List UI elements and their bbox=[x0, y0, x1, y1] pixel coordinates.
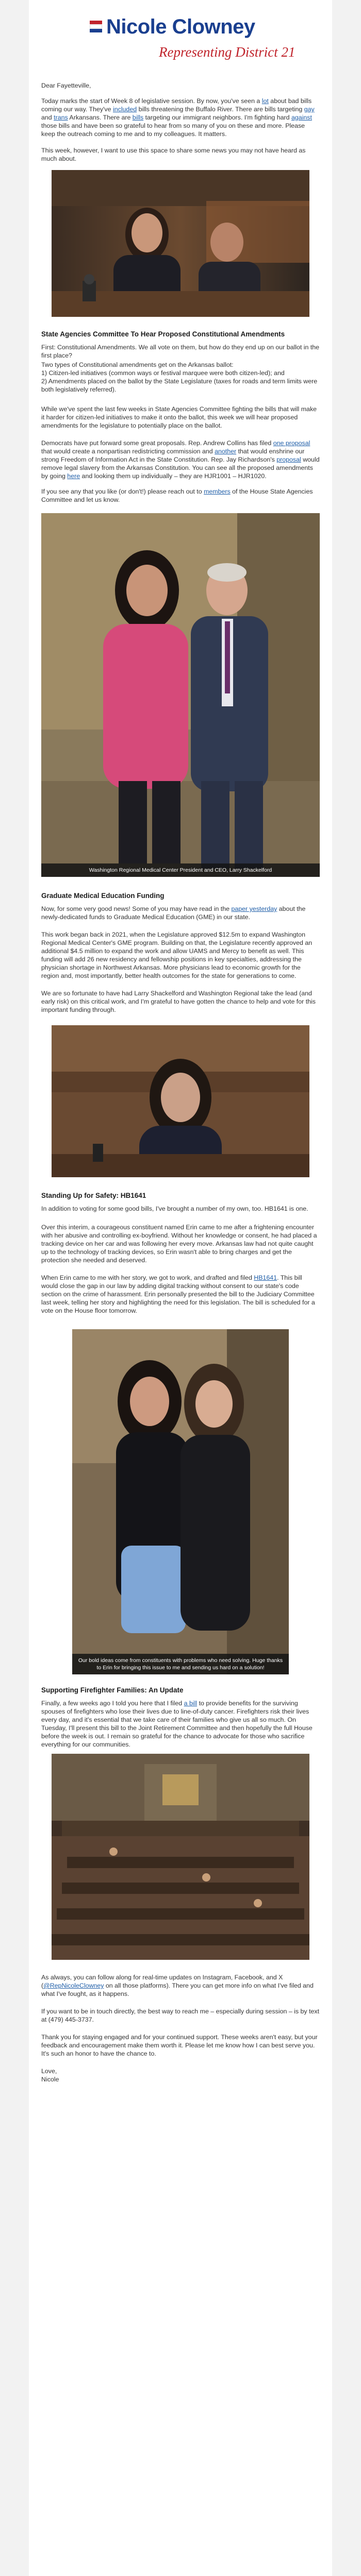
closing-paragraph-3: Thank you for staying engaged and for your continued support. These weeks aren't easy, but your feedback and encouragement make them worth it. Please let me know how I can best serve you. It's such an honor to have the chance to. bbox=[41, 2033, 318, 2057]
photo-nicole-erin bbox=[72, 1329, 289, 1674]
link-trans[interactable]: trans bbox=[54, 114, 68, 121]
amendments-list-line: 2) Amendments placed on the ballot by the State Legislature (taxes for roads and term limits were both legislatively referred). bbox=[41, 378, 318, 393]
link-members[interactable]: members bbox=[204, 488, 231, 495]
hb1641-paragraph-2: Over this interim, a courageous constituent named Erin came to me after a frightening encounter with her abusive and controlling ex-boyfriend. Without her knowledge or consent, he had placed a tracking device on her car and was following her every move. Arkansas law had not quite caught up to the technology of tracking devices, so Erin wasn't able to bring charges and get the protection she needed and deserved. bbox=[41, 1224, 317, 1264]
amendments-paragraph-4: Democrats have put forward some great proposals. Rep. Andrew Collins has filed one proposal that would create a nonpartisan redistricting commission and another that would enshrine our strong Freedom of Information Act in the State Constitution. Rep. Jay Richardson's proposal would remove legal slavery from the Arkansas Constitution. You can see all the proposed amendments by going here and looking them up individually – they are HJR1001 – HJR1020. bbox=[41, 439, 320, 480]
link-here[interactable]: here bbox=[67, 472, 80, 480]
link-another[interactable]: another bbox=[215, 448, 237, 455]
photo-erin-committee bbox=[52, 1025, 309, 1177]
amendments-paragraph-1: First: Constitutional Amendments. We all vote on them, but how do they end up on our ballot in the first place? bbox=[41, 344, 320, 359]
link-rep-handle[interactable]: @RepNicoleClowney bbox=[43, 1982, 104, 1989]
gme-paragraph-1: Now, for some very good news! Some of you may have read in the paper yesterday about the newly-dedicated funds to Graduate Medical Education (GME) in our state. bbox=[41, 905, 306, 921]
intro-paragraph-1: Today marks the start of Week 8 of legislative session. By now, you've seen a lot about bad bills coming our way. They've included bills threatening the Buffalo River. There are bills targeting gay and trans Arkansans. There are bills targeting our immigrant neighbors. I'm fighting hard against those bills and have been so grateful to hear from so many of you on these and more. Please keep the outreach coming to me and to my colleagues. It matters. bbox=[41, 97, 315, 138]
section-heading-firefighter: Supporting Firefighter Families: An Update bbox=[41, 1686, 184, 1694]
closing-paragraph-2: If you want to be in touch directly, the best way to reach me – especially during session – is by text at (479) 445-3737. bbox=[41, 2008, 320, 2023]
photo-caption: Washington Regional Medical Center President and CEO, Larry Shackelford bbox=[41, 863, 320, 877]
amendments-list-line: Two types of Constitutional amendments get on the Arkansas ballot: bbox=[41, 361, 234, 368]
logo-name: Nicole Clowney bbox=[106, 15, 255, 38]
gme-paragraph-3: We are so fortunate to have had Larry Shackelford and Washington Regional take the lead (and early risk) on this critical work, and I'm grateful to have gotten the chance to help and vote for this important funding through. bbox=[41, 990, 316, 1013]
closing-paragraph-1: As always, you can follow along for real-time updates on Instagram, Facebook, and X (@RepNicoleClowney on all those platforms). There you can get more info on what I've filed and what I've fought, as it happens. bbox=[41, 1974, 314, 1997]
link-a-bill[interactable]: a bill bbox=[184, 1700, 198, 1707]
section-heading-amendments: State Agencies Committee To Hear Proposed Constitutional Amendments bbox=[41, 330, 285, 338]
link-one-proposal[interactable]: one proposal bbox=[273, 439, 310, 447]
link-lot[interactable]: lot bbox=[261, 97, 269, 105]
signoff: Love, bbox=[41, 2067, 57, 2075]
link-bills[interactable]: bills bbox=[132, 114, 144, 121]
amendments-list bbox=[41, 361, 320, 394]
hb1641-paragraph-1: In addition to voting for some good bills, I've brought a number of my own, too. HB1641 is one. bbox=[41, 1205, 308, 1212]
email-header bbox=[29, 0, 332, 77]
section-heading-gme: Graduate Medical Education Funding bbox=[41, 892, 165, 900]
link-included[interactable]: included bbox=[112, 106, 137, 113]
intro-paragraph-2: This week, however, I want to use this space to share some news you may not have heard as much about. bbox=[41, 147, 306, 162]
hb1641-paragraph-3: When Erin came to me with her story, we got to work, and drafted and filed HB1641. This bill would close the gap in our law by adding digital tracking without consent to our state's code section on the crime of harassment. Erin personally presented the bill to the Judiciary Committee last week, telling her story and highlighting the need for this legislation. The bill is scheduled for a vote on the House floor tomorrow. bbox=[41, 1274, 315, 1314]
link-against[interactable]: against bbox=[291, 114, 312, 121]
amendments-paragraph-5: If you see any that you like (or don't!) please reach out to members of the House State Agencies Committee and let us know. bbox=[41, 488, 313, 503]
photo-committee bbox=[52, 170, 309, 317]
section-heading-hb1641: Standing Up for Safety: HB1641 bbox=[41, 1192, 146, 1199]
amendments-list-line: 1) Citizen-led initiatives (common ways or festival marquee were both citizen-led); and bbox=[41, 369, 285, 377]
link-hb1641[interactable]: HB1641 bbox=[254, 1274, 277, 1281]
greeting: Dear Fayetteville, bbox=[41, 82, 91, 89]
firefighter-paragraph-1: Finally, a few weeks ago I told you here that I filed a bill to provide benefits for the surviving spouses of firefighters who lose their lives due to line-of-duty cancer. Firefighters risk their lives every day, and it's essential that we take care of their families who give us all so much. On Tuesday, I'll present this bill to the Joint Retirement Committee and then hopefully the full House before the week is out. I remain so grateful for the chance to advocate for those who sacrifice everything for our communities. bbox=[41, 1700, 313, 1748]
link-gay[interactable]: gay bbox=[304, 106, 315, 113]
photo-shackelford bbox=[41, 513, 320, 877]
signature: Nicole bbox=[41, 2076, 59, 2083]
logo-subtitle: Representing District 21 bbox=[159, 44, 296, 60]
amendments-paragraph-3: While we've spent the last few weeks in State Agencies Committee fighting the bills that will make it harder for citizen-led initiatives to make it onto the ballot, this week we will hear proposed amendments for the legislature to potentially place on the ballot. bbox=[41, 405, 317, 429]
photo-house-chamber bbox=[52, 1754, 309, 1960]
link-proposal[interactable]: proposal bbox=[276, 456, 301, 463]
photo-caption: Our bold ideas come from constituents with problems who need solving. Huge thanks to Erin for bringing this issue to me and sending us hard on a solution! bbox=[72, 1654, 289, 1674]
flag-icon bbox=[90, 21, 102, 32]
gme-paragraph-2: This work began back in 2021, when the Legislature approved $12.5m to expand Washington Regional Medical Center's GME program. Building on that, the Legislature recently approved an additional $4.5 million to expand the work and allow UAMS and Mercy to benefit as well. This funding will add 26 new residency and fellowship positions in key specialties, addressing the physician shortage in Northwest Arkansas. More physicians lead to economic growth for the region and, most importantly, better health outcomes for the state for generations to come. bbox=[41, 931, 313, 979]
email-body bbox=[29, 0, 332, 2576]
link-paper-yesterday[interactable]: paper yesterday bbox=[231, 905, 277, 912]
